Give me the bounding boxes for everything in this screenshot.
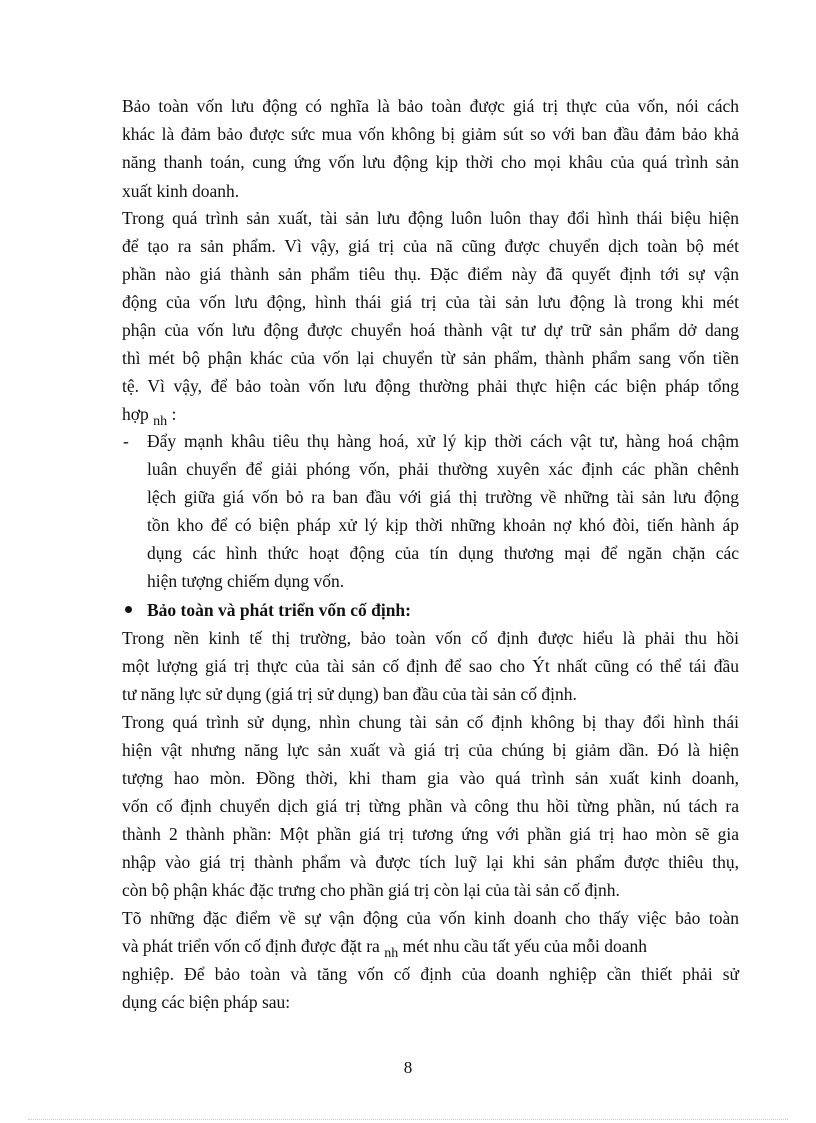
p2-line-2: để tạo ra sản phẩm. Vì vậy, giá trị của nã cũng được chuyển dịch toàn bộ mét: [122, 236, 739, 256]
p1-line-1: Bảo toàn vốn lưu động có nghĩa là bảo toàn được giá trị thực của vốn, nói cách: [122, 96, 739, 116]
p5-line-3: nghiệp. Để bảo toàn và tăng vốn cố định của doanh nghiệp cần thiết phải sử: [122, 964, 739, 984]
p4-line-3: tượng hao mòn. Đồng thời, khi tham gia vào quá trình sản xuất kinh doanh,: [122, 768, 739, 788]
dash-line-4: tồn kho để có biện pháp xử lý kịp thời những khoản nợ khó đòi, tiến hành áp: [147, 515, 739, 535]
p2-line-4: động của vốn lưu động, hình thái giá trị của tài sản lưu động là trong khi mét: [122, 292, 739, 312]
p5-line-2-subscript: nh: [384, 946, 399, 961]
page-number: 8: [403, 1058, 413, 1077]
p4-line-7: còn bộ phận khác đặc trưng cho phần giá trị còn lại của tài sản cố định.: [122, 880, 620, 900]
dash-line-6: hiện tượng chiếm dụng vốn.: [147, 571, 345, 591]
p2-line-6: thì mét bộ phận khác của vốn lại chuyển từ sản phẩm, thành phẩm sang vốn tiền: [122, 348, 739, 368]
p1-line-2: khác là đảm bảo được sức mua vốn không bị giảm sút so với ban đầu đảm bảo khả: [122, 124, 739, 144]
p3-line-3: tư năng lực sử dụng (giá trị sử dụng) ban đầu của tài sản cố định.: [122, 684, 577, 704]
dash-line-3: lệch giữa giá vốn bỏ ra ban đầu với giá thị trường về những tài sản lưu động: [147, 487, 739, 507]
bullet-icon: [125, 606, 132, 613]
p2-line-3: phần nào giá thành sản phẩm tiêu thụ. Đặc điểm này đã quyết định tới sự vận: [122, 264, 739, 284]
p4-line-5: thành 2 thành phần: Một phần giá trị tương ứng với phần giá trị hao mòn sẽ gia: [122, 824, 739, 844]
p5-line-4: dụng các biện pháp sau:: [122, 992, 291, 1012]
dash-line-1: Đẩy mạnh khâu tiêu thụ hàng hoá, xử lý kịp thời cách vật tư, hàng hoá chậm: [147, 431, 739, 451]
p2-line-8-after: :: [167, 404, 177, 424]
page-bottom-divider: [28, 1119, 788, 1120]
p5-line-2-before: và phát triển vốn cố định được đặt ra: [122, 936, 385, 956]
p4-line-4: vốn cố định chuyển dịch giá trị từng phần và công thu hồi từng phần, nú tách ra: [122, 796, 739, 816]
p2-line-8-before: hợp: [122, 404, 154, 424]
p1-line-3: năng thanh toán, cung ứng vốn lưu động kịp thời cho mọi khâu của quá trình sản: [122, 152, 739, 172]
dash-line-5: dụng các hình thức hoạt động của tín dụng thương mại để ngăn chặn các: [147, 543, 739, 563]
p2-line-5: phận của vốn lưu động được chuyển hoá thành vật tư dự trữ sản phẩm dở dang: [122, 320, 739, 340]
p2-line-7: tệ. Vì vậy, để bảo toàn vốn lưu động thường phải thực hiện các biện pháp tổng: [122, 376, 739, 396]
p4-line-6: nhập vào giá trị thành phẩm và được tích luỹ lại khi sản phẩm được thiêu thụ,: [122, 852, 739, 872]
dash-line-2: luân chuyển để giải phóng vốn, phải thường xuyên xác định các phần chênh: [147, 459, 739, 479]
p2-line-1: Trong quá trình sản xuất, tài sản lưu động luôn luôn thay đổi hình thái biệu hiện: [122, 208, 739, 228]
dash-marker: -: [123, 431, 129, 451]
p3-line-1: Trong nền kinh tế thị trường, bảo toàn vốn cố định được hiểu là phải thu hồi: [122, 628, 739, 648]
p5-line-1: Tõ những đặc điểm về sự vận động của vốn kinh doanh cho thấy việc bảo toàn: [122, 908, 739, 928]
p5-line-2-after: mét nhu cầu tất yếu của mỗi doanh: [398, 936, 648, 956]
p3-line-2: một lượng giá trị thực của tài sản cố định để sao cho Ýt nhất cũng có thể tái đầu: [122, 656, 739, 676]
p2-line-8: [122, 402, 739, 429]
p5-line-2: [122, 934, 739, 961]
p2-line-8-subscript: nh: [153, 414, 168, 429]
p4-line-1: Trong quá trình sử dụng, nhìn chung tài sản cố định không bị thay đổi hình thái: [122, 712, 739, 732]
p4-line-2: hiện vật nhưng năng lực sản xuất và giá trị của chúng bị giảm dần. Đó là hiện: [122, 740, 739, 760]
section-heading: Bảo toàn và phát triển vốn cố định:: [147, 600, 411, 620]
p1-line-4: xuất kinh doanh.: [122, 181, 240, 201]
